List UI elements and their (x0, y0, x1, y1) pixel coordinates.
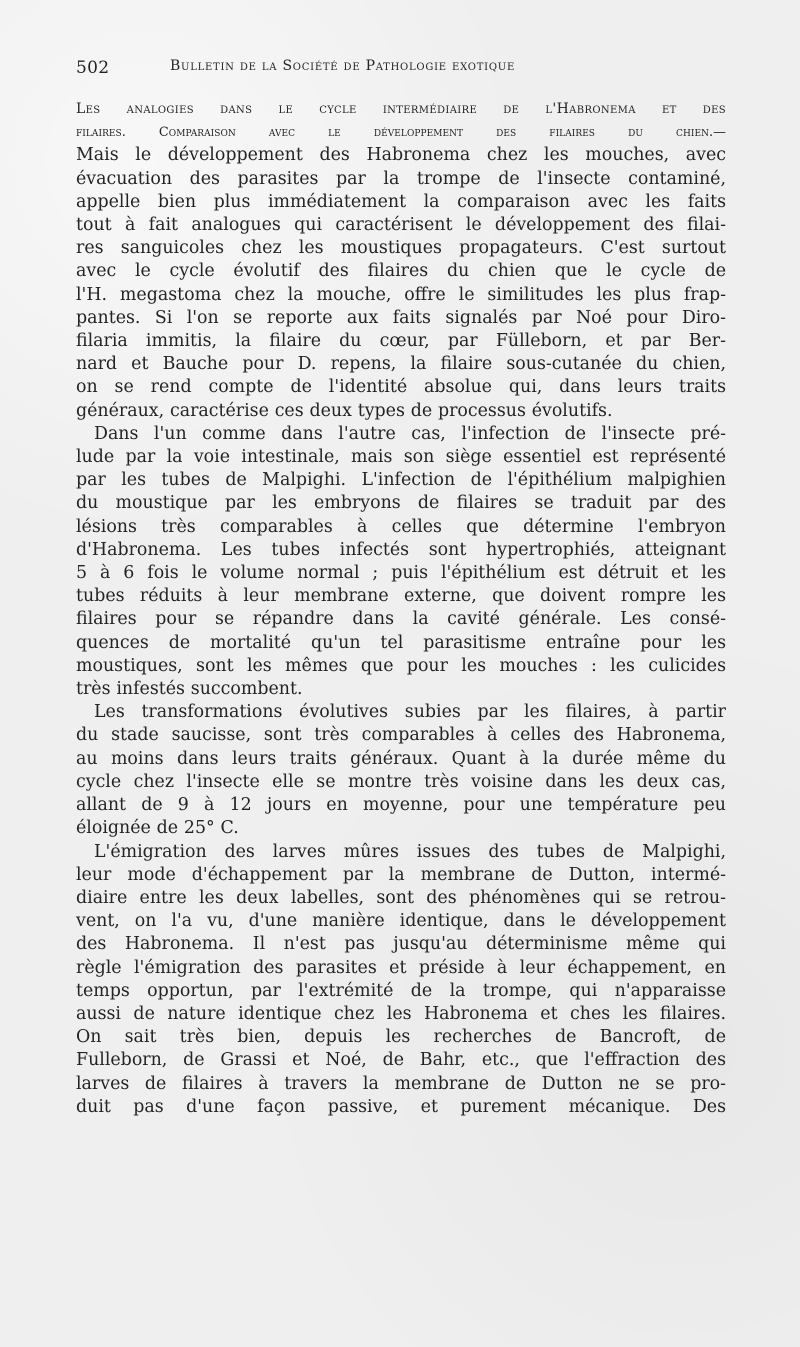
text-line: allant de 9 à 12 jours en moyenne, pour une température peu (76, 795, 726, 816)
text-line: nard et Bauche pour D. repens, la filaire sous-cutanée du chien, (76, 354, 726, 375)
text-line: Mais le développement des Habronema chez les mouches, avec (76, 145, 726, 166)
text-line: tubes réduits à leur membrane externe, que doivent rompre les (76, 586, 726, 607)
text-line: Fulleborn, de Grassi et Noé, de Bahr, etc., que l'effraction des (76, 1050, 726, 1071)
text-line: du moustique par les embryons de filaires se traduit par des (76, 493, 726, 514)
text-line: au moins dans leurs traits généraux. Quant à la durée même du (76, 748, 726, 769)
text-line: des Habronema. Il n'est pas jusqu'au déterminisme même qui (76, 934, 726, 955)
text-line: aussi de nature identique chez les Habronema et ches les filaires. (76, 1003, 726, 1024)
text-line: tout à fait analogues qui caractérisent le développement des filai- (76, 215, 726, 236)
text-line: règle l'émigration des parasites et préside à leur échappement, en (76, 957, 726, 978)
paragraph-end-line: éloignée de 25° C. (76, 818, 239, 839)
text-line: temps opportun, par l'extrémité de la trompe, qui n'apparaisse (76, 980, 726, 1001)
text-line: lude par la voie intestinale, mais son siège essentiel est représenté (76, 447, 726, 468)
text-line: quences de mortalité qu'un tel parasitisme entraîne pour les (76, 632, 726, 653)
page-header (76, 58, 726, 82)
text-line: d'Habronema. Les tubes infectés sont hypertrophiés, atteignant (76, 539, 726, 560)
section-heading-continuation: filaires. Comparaison avec le développement des filaires du chien.— (76, 125, 726, 141)
text-line: avec le cycle évolutif des filaires du chien que le cycle de (76, 261, 726, 282)
text-line: évacuation des parasites par la trompe de l'insecte contaminé, (76, 168, 726, 189)
text-line: larves de filaires à travers la membrane de Dutton ne se pro- (76, 1073, 726, 1094)
paragraph-end-line: généraux, caractérise ces deux types de processus évolutifs. (76, 400, 613, 421)
text-line: du stade saucisse, sont très comparables à celles des Habronema, (76, 725, 726, 746)
paragraph-start-line: L'émigration des larves mûres issues des tubes de Malpighi, (94, 841, 726, 862)
text-line: 5 à 6 fois le volume normal ; puis l'épithélium est détruit et les (76, 563, 726, 584)
text-line: filaria immitis, la filaire du cœur, par Fülleborn, et par Ber- (76, 331, 726, 352)
paragraph-start-line: Dans l'un comme dans l'autre cas, l'infection de l'insecte pré- (94, 423, 726, 444)
text-line: cycle chez l'insecte elle se montre très voisine dans les deux cas, (76, 771, 726, 792)
paragraph-end-line: très infestés succombent. (76, 679, 303, 700)
section-heading: Les analogies dans le cycle intermédiaire de l'Habronema et des (76, 101, 726, 117)
text-line: l'H. megastoma chez la mouche, offre le similitudes les plus frap- (76, 284, 726, 305)
text-line: par les tubes de Malpighi. L'infection de l'épithélium malpighien (76, 470, 726, 491)
running-title: Bulletin de la Société de Pathologie exotique (170, 58, 516, 74)
text-line: leur mode d'échappement par la membrane de Dutton, intermé- (76, 864, 726, 885)
text-line: moustiques, sont les mêmes que pour les mouches : les culicides (76, 655, 726, 676)
text-line: filaires pour se répandre dans la cavité générale. Les consé- (76, 609, 726, 630)
text-line: appelle bien plus immédiatement la comparaison avec les faits (76, 191, 726, 212)
text-line: duit pas d'une façon passive, et purement mécanique. Des (76, 1096, 726, 1117)
text-line: res sanguicoles chez les moustiques propagateurs. C'est surtout (76, 238, 726, 259)
text-line: pantes. Si l'on se reporte aux faits signalés par Noé pour Diro- (76, 307, 726, 328)
paragraph-start-line: Les transformations évolutives subies par les filaires, à partir (94, 702, 726, 723)
text-line: lésions très comparables à celles que détermine l'embryon (76, 516, 726, 537)
text-line: diaire entre les deux labelles, sont des phénomènes qui se retrou- (76, 887, 726, 908)
text-line: vent, on l'a vu, d'une manière identique, dans le développement (76, 911, 726, 932)
text-line: On sait très bien, depuis les recherches de Bancroft, de (76, 1027, 726, 1048)
text-line: on se rend compte de l'identité absolue qui, dans leurs traits (76, 377, 726, 398)
article-body (76, 98, 726, 1119)
page-number: 502 (76, 58, 110, 78)
